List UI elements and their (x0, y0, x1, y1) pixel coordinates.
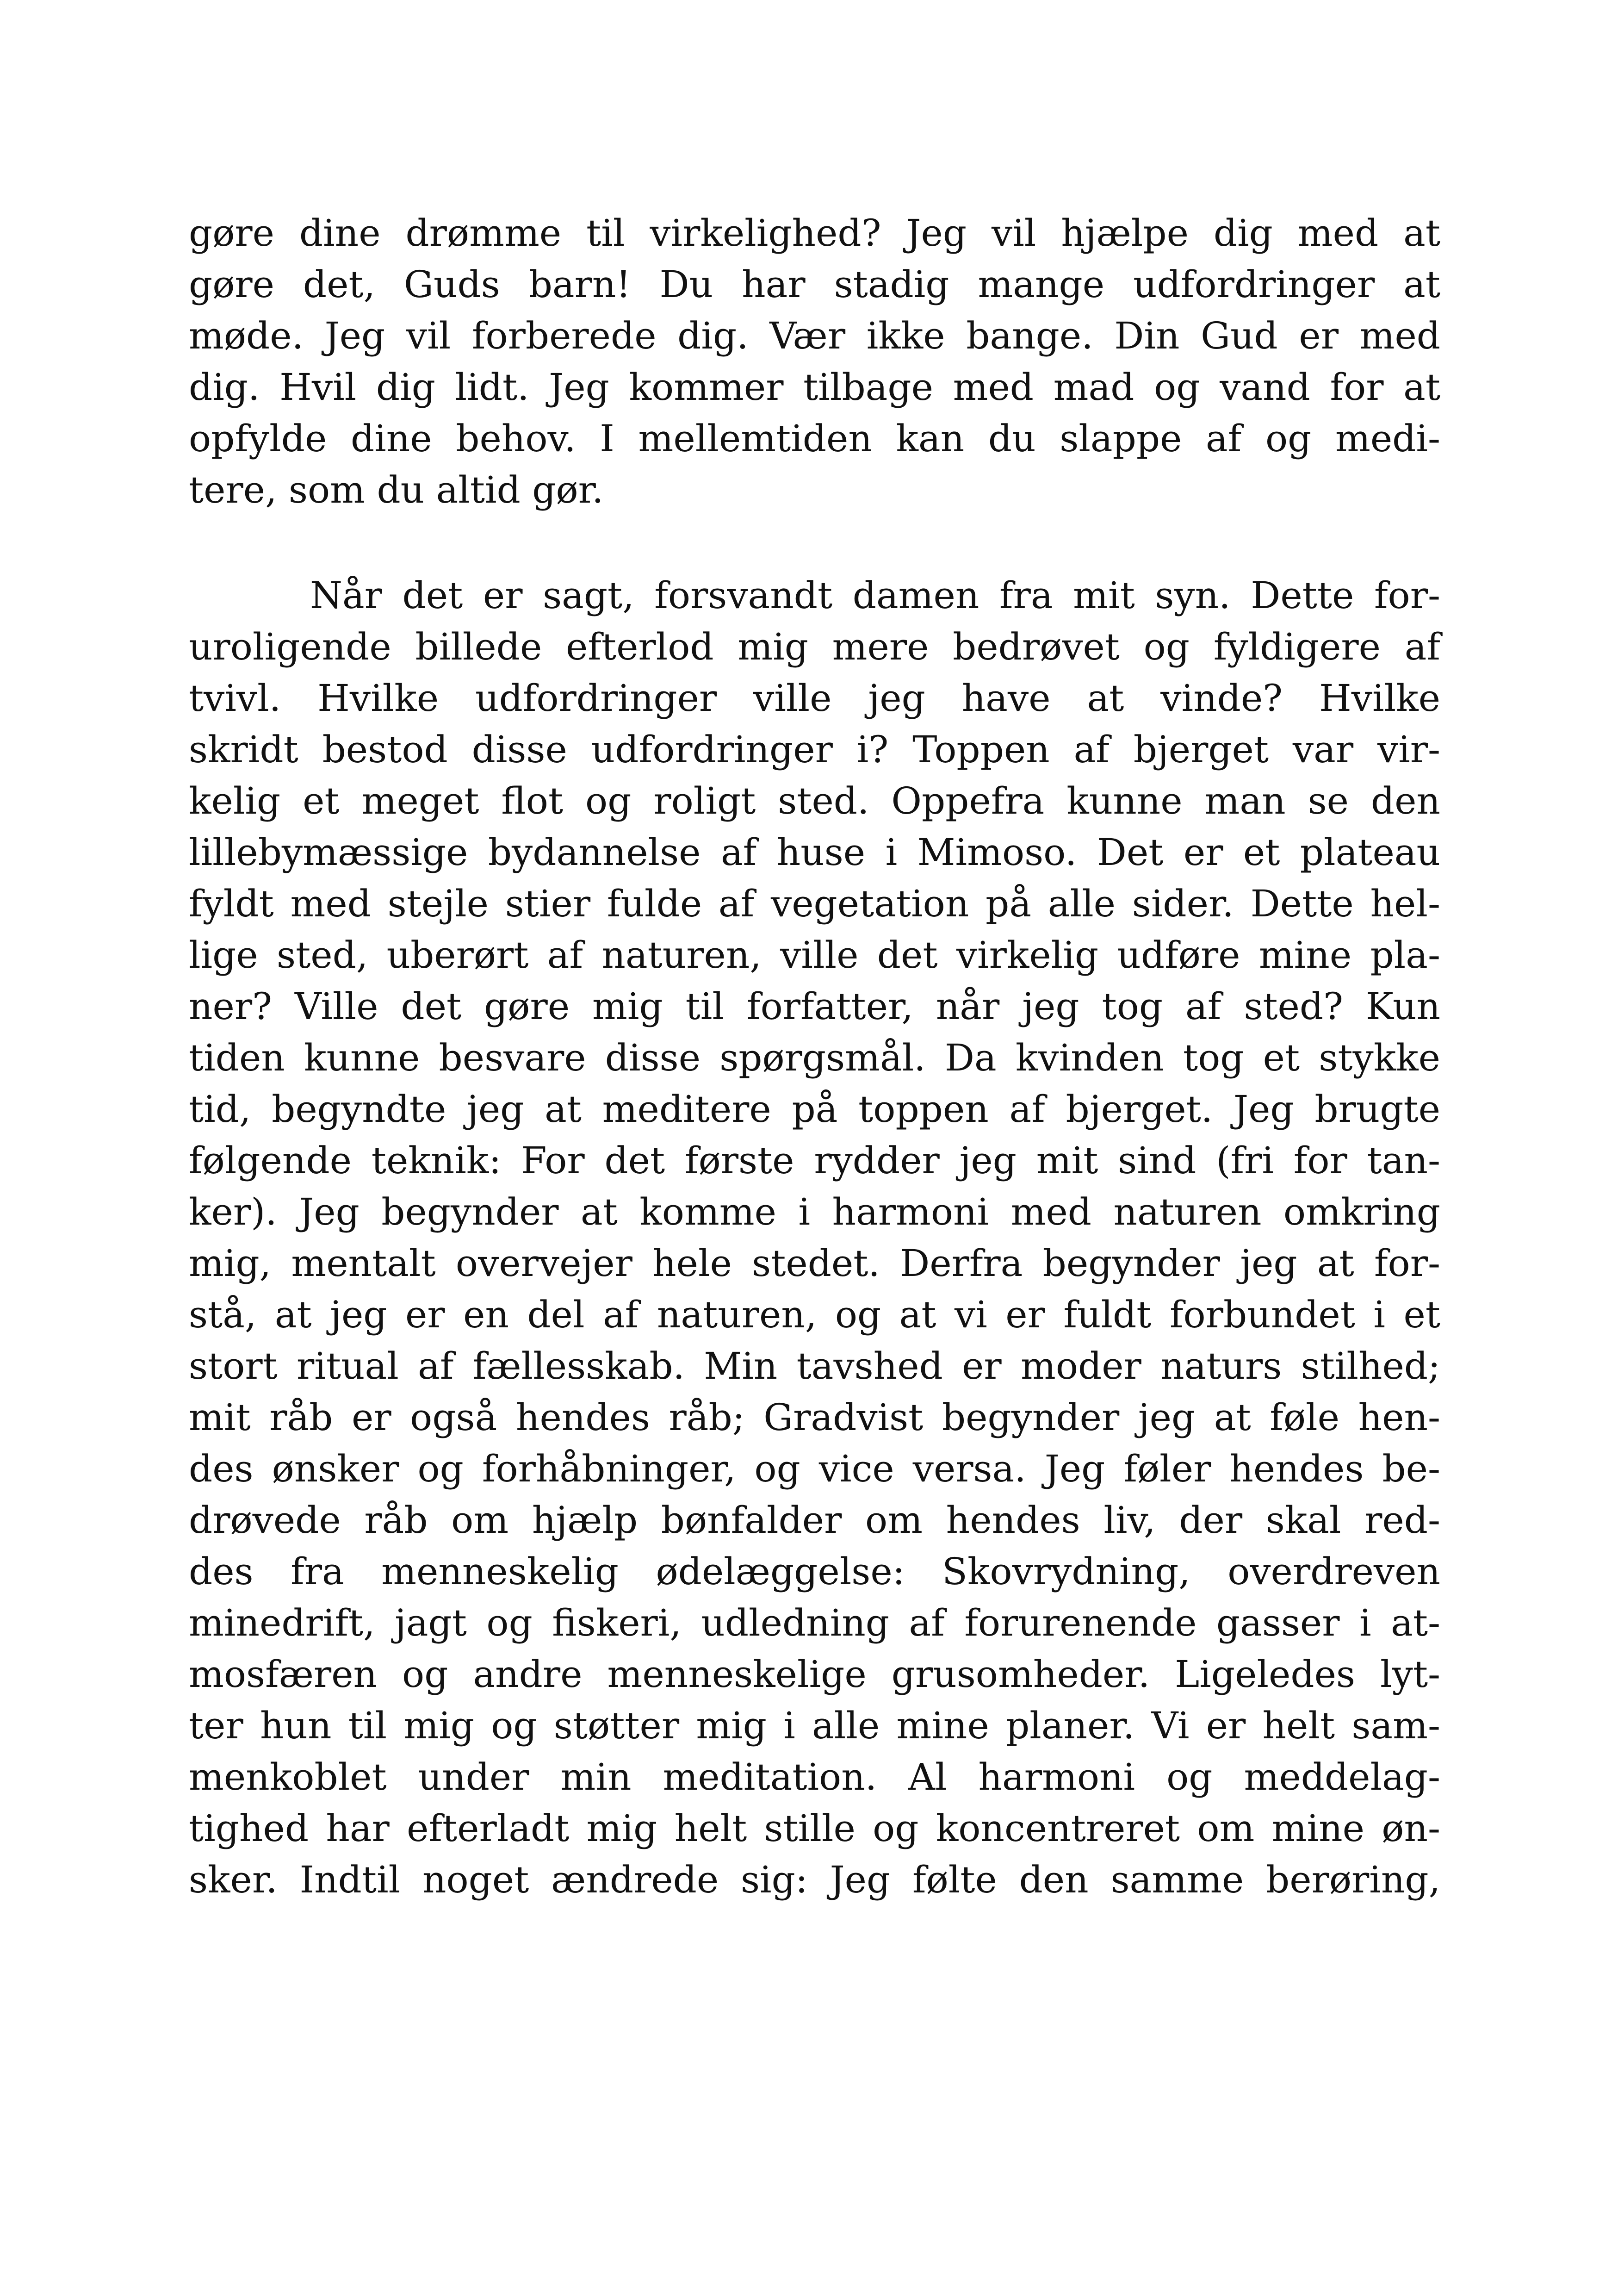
text-line: lige sted, uberørt af naturen, ville det virkelig udføre mine pla- (189, 933, 1440, 977)
text-line: tighed har efterladt mig helt stille og koncentreret om mine øn- (189, 1807, 1440, 1850)
text-line: lillebymæssige bydannelse af huse i Mimoso. Det er et plateau (189, 831, 1440, 874)
text-line: mit råb er også hendes råb; Gradvist begynder jeg at føle hen- (189, 1396, 1440, 1439)
text-line: mig, mentalt overvejer hele stedet. Derfra begynder jeg at for- (189, 1242, 1440, 1285)
text-line: stort ritual af fællesskab. Min tavshed er moder naturs stilhed; (189, 1344, 1440, 1388)
text-line: møde. Jeg vil forberede dig. Vær ikke bange. Din Gud er med (189, 314, 1440, 357)
text-line: dig. Hvil dig lidt. Jeg kommer tilbage med mad og vand for at (189, 366, 1440, 409)
paragraph-2 (189, 570, 1440, 1905)
text-line: des ønsker og forhåbninger, og vice versa. Jeg føler hendes be- (189, 1447, 1440, 1490)
text-line: ner? Ville det gøre mig til forfatter, når jeg tog af sted? Kun (189, 985, 1440, 1028)
text-line: drøvede råb om hjælp bønfalder om hendes liv, der skal red- (189, 1499, 1440, 1542)
text-line: Når det er sagt, forsvandt damen fra mit syn. Dette for- (310, 574, 1440, 617)
text-line: fyldt med stejle stier fulde af vegetation på alle sider. Dette hel- (189, 882, 1440, 925)
text-line: tere, som du altid gør. (189, 468, 604, 511)
text-line: opfylde dine behov. I mellemtiden kan du slappe af og medi- (189, 417, 1440, 460)
text-line: uroligende billede efterlod mig mere bedrøvet og fyldigere af (189, 625, 1440, 668)
paragraph-1 (189, 207, 1440, 516)
text-line: ker). Jeg begynder at komme i harmoni med naturen omkring (189, 1190, 1440, 1233)
text-line: skridt bestod disse udfordringer i? Toppen af bjerget var vir- (189, 728, 1440, 771)
text-line: kelig et meget flot og roligt sted. Oppefra kunne man se den (189, 779, 1440, 822)
text-line: des fra menneskelig ødelæggelse: Skovrydning, overdreven (189, 1550, 1440, 1593)
text-line: tvivl. Hvilke udfordringer ville jeg have at vinde? Hvilke (189, 677, 1440, 720)
text-line: mosfæren og andre menneskelige grusomheder. Ligeledes lyt- (189, 1653, 1440, 1696)
text-line: menkoblet under min meditation. Al harmoni og meddelag- (189, 1755, 1440, 1798)
text-line: tid, begyndte jeg at meditere på toppen af bjerget. Jeg brugte (189, 1088, 1440, 1131)
text-line: gøre dine drømme til virkelighed? Jeg vil hjælpe dig med at (189, 212, 1440, 255)
text-line: ter hun til mig og støtter mig i alle mine planer. Vi er helt sam- (189, 1704, 1440, 1747)
text-line: stå, at jeg er en del af naturen, og at vi er fuldt forbundet i et (189, 1293, 1440, 1336)
text-line: sker. Indtil noget ændrede sig: Jeg følte den samme berøring, (189, 1858, 1440, 1901)
text-line: minedrift, jagt og fiskeri, udledning af forurenende gasser i at- (189, 1601, 1440, 1644)
text-line: følgende teknik: For det første rydder jeg mit sind (fri for tan- (189, 1139, 1440, 1182)
text-line: tiden kunne besvare disse spørgsmål. Da kvinden tog et stykke (189, 1036, 1440, 1079)
text-line: gøre det, Guds barn! Du har stadig mange udfordringer at (189, 263, 1440, 306)
